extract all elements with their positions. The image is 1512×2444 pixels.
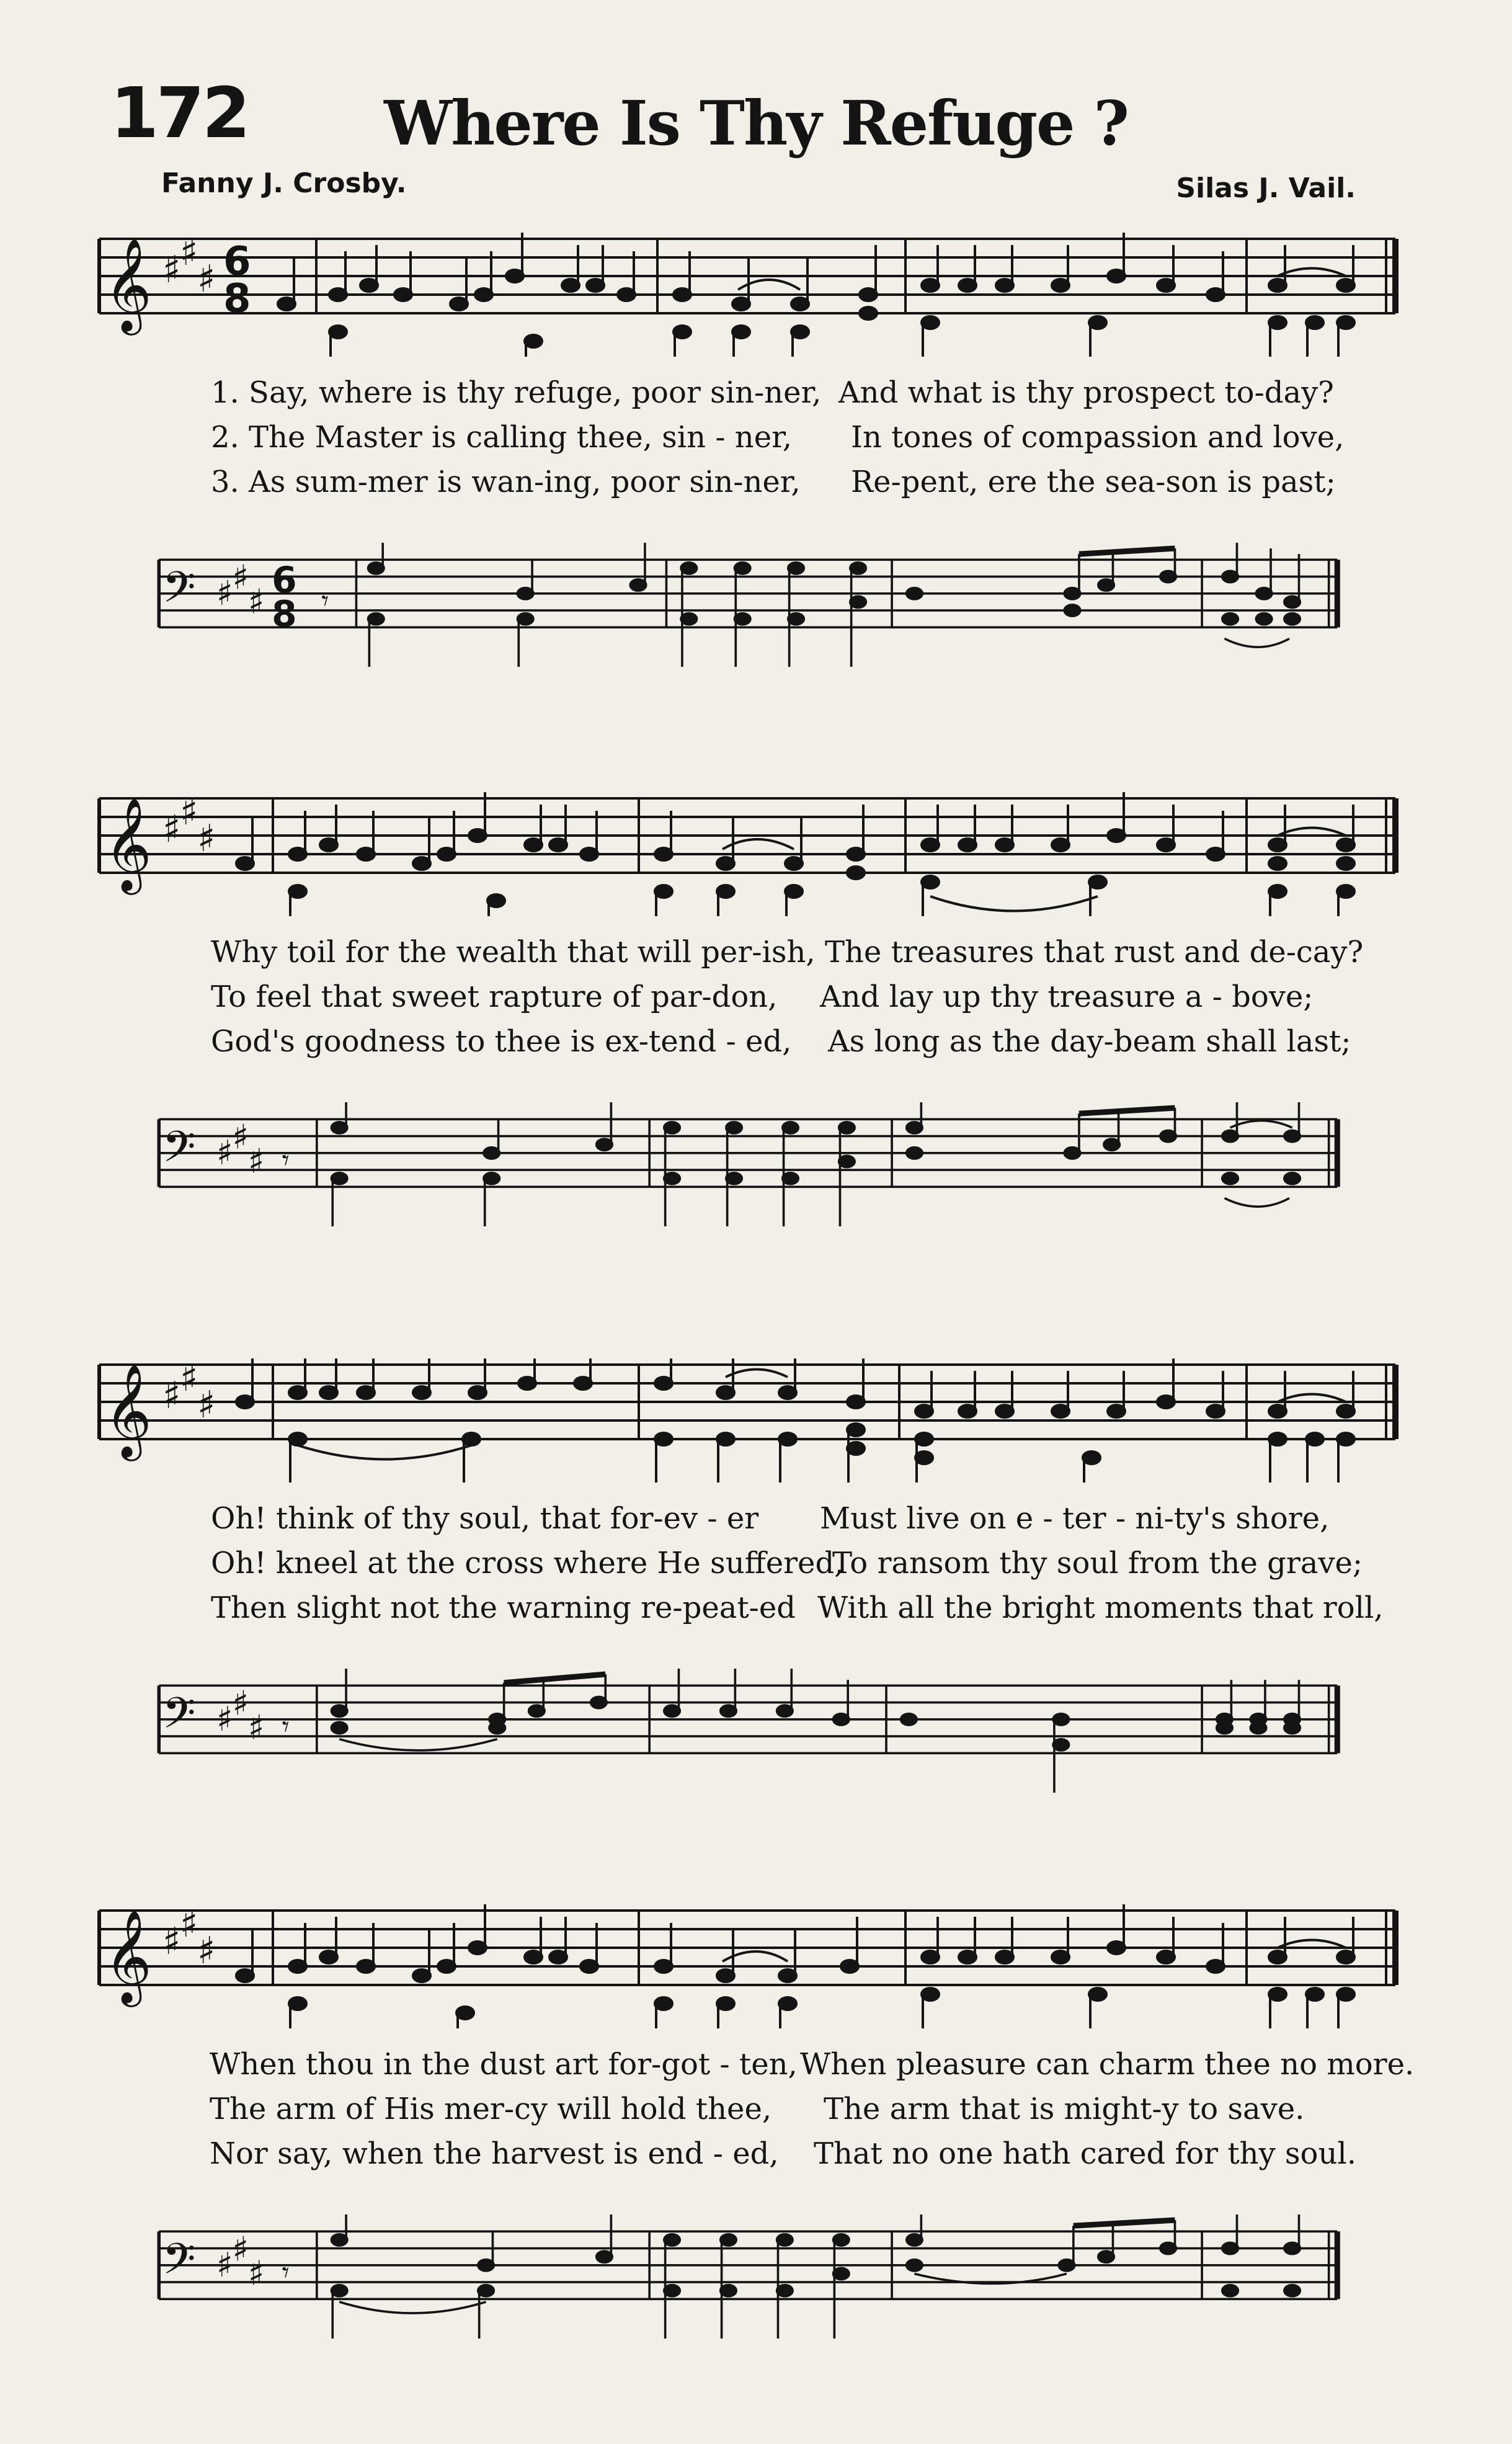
svg-text:♯: ♯ <box>216 1699 233 1739</box>
music-system-2 <box>0 792 1512 1264</box>
treble-clef-icon: 𝄞 <box>104 237 152 331</box>
lyric-line: God's goodness to thee is ex-tend - ed, As long as the day-beam shall last; <box>211 1024 1351 1059</box>
svg-text:𝄾: 𝄾 <box>321 584 329 618</box>
svg-text:♯: ♯ <box>180 1358 198 1400</box>
bass-staff <box>0 1102 1512 1226</box>
lyric-line: To feel that sweet rapture of par-don, And lay up thy treasure a - bove; <box>211 979 1314 1014</box>
svg-text:♯: ♯ <box>197 1383 216 1427</box>
svg-text:6: 6 <box>272 559 297 601</box>
svg-text:♯: ♯ <box>197 1929 216 1973</box>
svg-text:𝄾: 𝄾 <box>282 1144 290 1177</box>
treble-staff <box>0 1358 1512 1483</box>
lyric-line: The arm of His mer-cy will hold thee, The arm that is might-y to save. <box>210 2092 1305 2126</box>
lyric-line: Why toil for the wealth that will per-ish, The treasures that rust and de-cay? <box>211 935 1364 970</box>
svg-text:♯: ♯ <box>247 1707 265 1747</box>
svg-text:8: 8 <box>272 592 297 635</box>
svg-text:♯: ♯ <box>216 1133 233 1172</box>
bass-staff <box>0 543 1512 667</box>
svg-text:♯: ♯ <box>197 257 216 301</box>
svg-text:𝄾: 𝄾 <box>282 1710 290 1744</box>
svg-text:♯: ♯ <box>247 1141 265 1181</box>
svg-text:♯: ♯ <box>197 817 216 860</box>
treble-clef-icon: 𝄞 <box>104 796 152 891</box>
svg-text:8: 8 <box>223 276 251 322</box>
music-system-1 <box>0 233 1512 704</box>
svg-text:♯: ♯ <box>162 1920 181 1963</box>
lyric-line: Then slight not the warning re-peat-ed With all the bright moments that roll, <box>211 1590 1384 1625</box>
bass-staff <box>0 1669 1512 1793</box>
lyric-line: 2. The Master is calling thee, sin - ner, In tones of compassion and love, <box>211 420 1345 455</box>
svg-text:♯: ♯ <box>232 557 249 597</box>
lyric-line: 3. As sum-mer is wan-ing, poor sin-ner, Re-pent, ere the sea-son is past; <box>211 465 1336 499</box>
treble-clef-icon: 𝄞 <box>104 1363 152 1457</box>
treble-staff <box>0 1904 1512 2028</box>
svg-text:♯: ♯ <box>247 581 265 622</box>
svg-text:♯: ♯ <box>180 1904 198 1946</box>
treble-clef-icon: 𝄞 <box>104 1909 152 2003</box>
lyrics-block <box>0 935 1512 1084</box>
bass-staff <box>0 2214 1512 2339</box>
hymn-header <box>0 0 1512 211</box>
svg-text:♯: ♯ <box>232 1117 249 1157</box>
lyrics-block <box>0 1501 1512 1650</box>
bass-clef-icon: 𝄢 <box>162 1688 196 1749</box>
svg-text:♯: ♯ <box>162 248 181 292</box>
treble-staff <box>0 792 1512 916</box>
lyric-line: Oh! think of thy soul, that for-ev - er Must live on e - ter - ni-ty's shore, <box>211 1501 1330 1536</box>
composer-credit: Silas J. Vail. <box>1176 172 1356 204</box>
svg-text:♯: ♯ <box>247 2253 265 2293</box>
svg-text:♯: ♯ <box>180 233 198 274</box>
lyric-line: Oh! kneel at the cross where He suffered, To ransom thy soul from the grave; <box>211 1546 1363 1581</box>
music-system-3 <box>0 1358 1512 1830</box>
treble-staff <box>0 233 1512 357</box>
bass-clef-icon: 𝄢 <box>162 562 196 623</box>
svg-text:♯: ♯ <box>162 808 181 851</box>
hymn-number: 172 <box>110 73 248 154</box>
svg-text:♯: ♯ <box>216 2245 233 2285</box>
svg-text:𝄾: 𝄾 <box>282 2256 290 2290</box>
lyric-line: When thou in the dust art for-got - ten, When pleasure can charm thee no more. <box>210 2047 1415 2082</box>
author-credit: Fanny J. Crosby. <box>161 167 407 199</box>
lyrics-block <box>0 375 1512 524</box>
svg-text:6: 6 <box>223 239 251 285</box>
lyrics-block <box>0 2047 1512 2196</box>
music-system-4 <box>0 1904 1512 2376</box>
svg-text:♯: ♯ <box>180 792 198 834</box>
svg-text:♯: ♯ <box>232 2229 249 2269</box>
svg-text:♯: ♯ <box>232 1683 249 1723</box>
bass-clef-icon: 𝄢 <box>162 2234 196 2295</box>
svg-text:♯: ♯ <box>216 573 233 613</box>
lyric-line: 1. Say, where is thy refuge, poor sin-ner, And what is thy prospect to-day? <box>211 375 1334 410</box>
svg-text:♯: ♯ <box>162 1374 181 1417</box>
bass-clef-icon: 𝄢 <box>162 1122 196 1183</box>
lyric-line: Nor say, when the harvest is end - ed, That no one hath cared for thy soul. <box>210 2136 1356 2171</box>
hymn-title: Where Is Thy Refuge ? <box>384 88 1128 159</box>
